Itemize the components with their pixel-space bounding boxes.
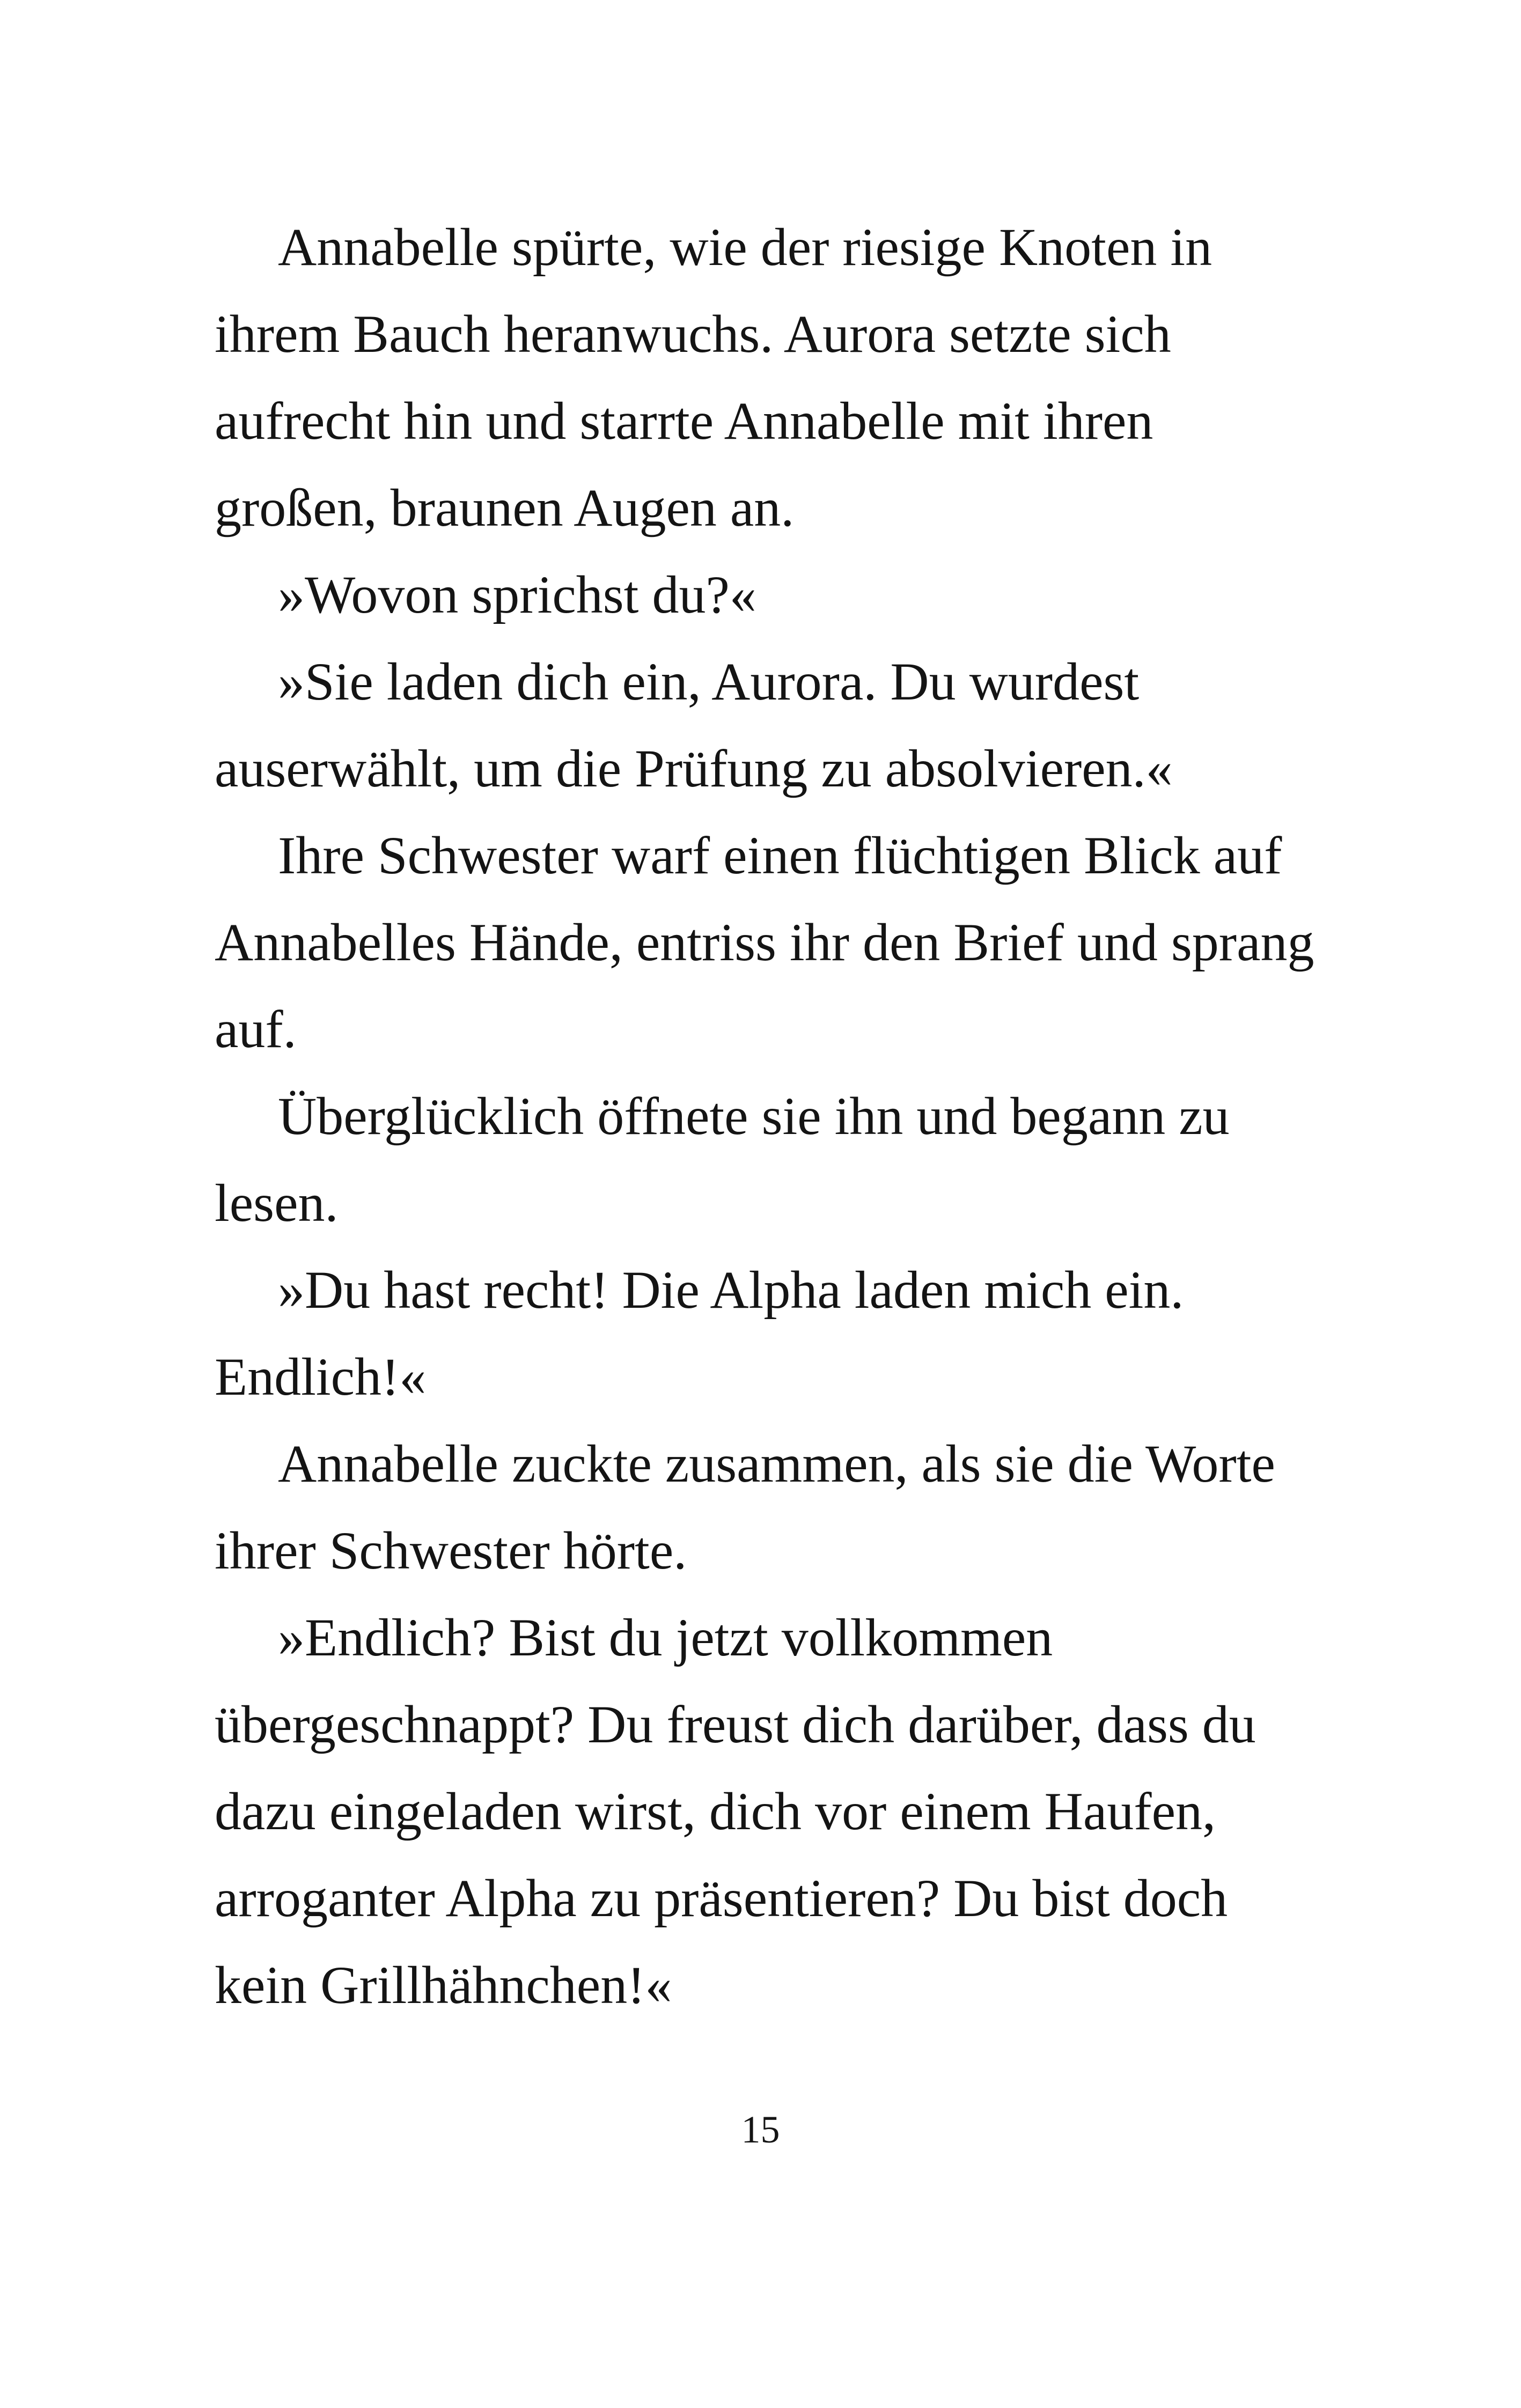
text-line: dazu eingeladen wirst, dich vor einem Haufen, (215, 1781, 1216, 1841)
text-line: auserwählt, um die Prüfung zu absolvieren.« (215, 739, 1173, 798)
text-line: aufrecht hin und starrte Annabelle mit ihren (215, 391, 1153, 451)
text-line: Ihre Schwester warf einen flüchtigen Blick auf (278, 826, 1282, 885)
text-line: »Endlich? Bist du jetzt vollkommen (278, 1608, 1053, 1667)
text-line: kein Grillhähnchen!« (215, 1955, 672, 2015)
text-line: Endlich!« (215, 1347, 427, 1406)
page-number: 15 (741, 2108, 780, 2151)
text-line: ihrer Schwester hörte. (215, 1521, 687, 1580)
text-line: Annabelles Hände, entriss ihr den Brief und sprang (215, 912, 1314, 972)
text-line: ihrem Bauch heranwuchs. Aurora setzte sich (215, 304, 1171, 364)
text-line: »Wovon sprichst du?« (278, 565, 756, 624)
text-line: großen, braunen Augen an. (215, 478, 795, 537)
text-line: Annabelle spürte, wie der riesige Knoten in (278, 217, 1213, 277)
text-line: »Du hast recht! Die Alpha laden mich ein. (278, 1260, 1184, 1320)
text-line: auf. (215, 999, 297, 1059)
text-line: Annabelle zuckte zusammen, als sie die Worte (278, 1434, 1275, 1493)
text-line: lesen. (215, 1173, 339, 1233)
body-text (215, 204, 1320, 2029)
text-line: arroganter Alpha zu präsentieren? Du bist doch (215, 1868, 1228, 1928)
text-line: »Sie laden dich ein, Aurora. Du wurdest (278, 652, 1140, 711)
text-line: übergeschnappt? Du freust dich darüber, dass du (215, 1695, 1256, 1754)
text-line: Überglücklich öffnete sie ihn und begann zu (278, 1086, 1230, 1146)
